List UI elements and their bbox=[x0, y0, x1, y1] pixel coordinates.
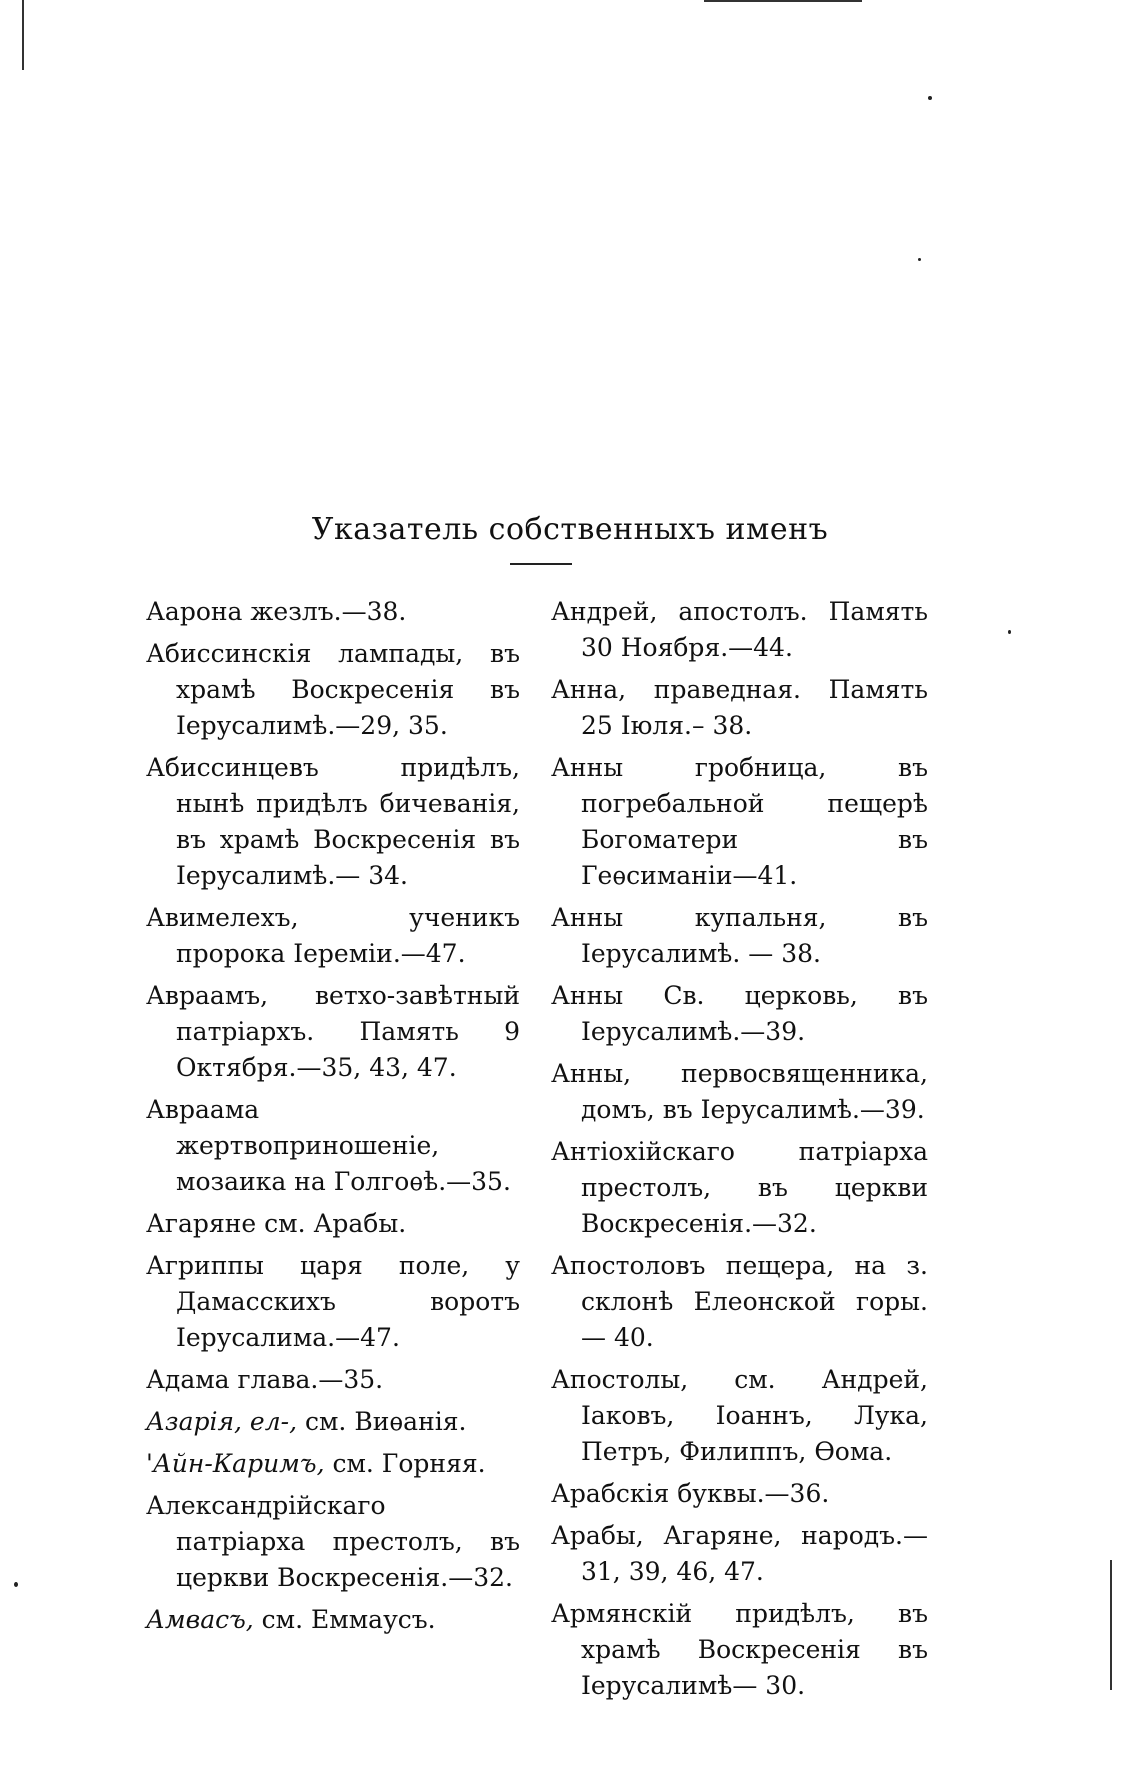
index-entry-head: Авраама жертвоприношеніе, мозаика на Голгоѳѣ.—35. bbox=[146, 1095, 511, 1196]
index-entry-head: Апостолы, см. Андрей, Іаковъ, Іоаннъ, Лука, Петръ, Филиппъ, Ѳома. bbox=[551, 1365, 928, 1466]
index-entry-head: Агаряне см. Арабы. bbox=[146, 1209, 407, 1238]
index-entry-head: Александрійскаго патріарха престолъ, въ церкви Воскресенія.—32. bbox=[146, 1491, 520, 1592]
index-entry bbox=[551, 1362, 928, 1470]
index-entry-head: Аарона жезлъ.—38. bbox=[146, 597, 407, 626]
index-entry-head: Арабскія буквы.—36. bbox=[551, 1479, 830, 1508]
index-entry-head: Абиссинскія лампады, въ храмѣ Воскресенія въ Іерусалимѣ.—29, 35. bbox=[146, 639, 520, 740]
index-entry bbox=[146, 1602, 520, 1638]
index-entry-head: 'Айн-Каримъ, bbox=[146, 1449, 325, 1478]
index-entry bbox=[551, 1476, 928, 1512]
index-entry bbox=[146, 594, 520, 630]
index-entry bbox=[146, 1446, 520, 1482]
index-entry-head: Анны гробница, въ погребальной пещерѣ Богоматери въ Геѳсиманіи—41. bbox=[551, 753, 928, 890]
index-entry bbox=[146, 1092, 520, 1200]
index-entry-head: Арабы, Агаряне, народъ.— 31, 39, 46, 47. bbox=[551, 1521, 928, 1586]
index-entry-head: Антіохійскаго патріарха престолъ, въ церкви Воскресенія.—32. bbox=[551, 1137, 928, 1238]
index-entry bbox=[551, 900, 928, 972]
scan-speck bbox=[928, 96, 932, 100]
scan-edge-line-top bbox=[704, 0, 862, 2]
scan-speck bbox=[14, 1582, 18, 1587]
index-entry-head: Анны Св. церковь, въ Іерусалимѣ.—39. bbox=[551, 981, 928, 1046]
index-entry bbox=[551, 1056, 928, 1128]
index-entry-ref: см. Еммаусъ. bbox=[253, 1605, 436, 1634]
index-entry-head: Анны купальня, въ Іерусалимѣ. — 38. bbox=[551, 903, 928, 968]
index-entry bbox=[551, 978, 928, 1050]
index-entry bbox=[146, 1362, 520, 1398]
index-column-left bbox=[146, 594, 520, 1644]
index-entry bbox=[146, 1206, 520, 1242]
index-entry bbox=[146, 1248, 520, 1356]
index-entry-head: Авимелехъ, ученикъ пророка Іереміи.—47. bbox=[146, 903, 520, 968]
index-entry-head: Абиссинцевъ придѣлъ, нынѣ придѣлъ бичеванія, въ храмѣ Воскресенія въ Іерусалимѣ.— 34. bbox=[146, 753, 520, 890]
scan-speck bbox=[918, 258, 921, 261]
index-entry-head: Амвасъ, bbox=[146, 1605, 254, 1634]
index-entry bbox=[146, 900, 520, 972]
index-entry-ref: см. Виѳанія. bbox=[297, 1407, 467, 1436]
index-entry bbox=[551, 750, 928, 894]
index-column-right bbox=[551, 594, 928, 1710]
index-entry-head: Авраамъ, ветхо-завѣтный патріархъ. Память 9 Октября.—35, 43, 47. bbox=[146, 981, 520, 1082]
index-entry bbox=[146, 636, 520, 744]
page-title: Указатель собственныхъ именъ bbox=[311, 512, 829, 548]
scan-edge-line-left bbox=[22, 0, 24, 70]
index-entry-head: Апостоловъ пещера, на з. склонѣ Елеонской горы. — 40. bbox=[551, 1251, 928, 1352]
index-entry bbox=[146, 750, 520, 894]
scan-speck bbox=[1008, 630, 1011, 634]
title-divider bbox=[510, 563, 572, 565]
index-entry bbox=[146, 1404, 520, 1440]
index-entry-head: Анна, праведная. Память 25 Іюля.– 38. bbox=[551, 675, 928, 740]
index-entry bbox=[146, 978, 520, 1086]
index-entry bbox=[146, 1488, 520, 1596]
index-entry-head: Агриппы царя поле, у Дамасскихъ воротъ Іерусалима.—47. bbox=[146, 1251, 520, 1352]
index-entry bbox=[551, 672, 928, 744]
index-entry-head: Азарія, ел-, bbox=[146, 1407, 298, 1436]
index-entry bbox=[551, 1596, 928, 1704]
index-entry bbox=[551, 1248, 928, 1356]
index-entry-head: Армянскій придѣлъ, въ храмѣ Воскресенія въ Іерусалимѣ— 30. bbox=[551, 1599, 928, 1700]
index-entry bbox=[551, 1134, 928, 1242]
index-entry-head: Анны, первосвященника, домъ, въ Іерусалимѣ.—39. bbox=[551, 1059, 928, 1124]
index-entry-ref: см. Горняя. bbox=[324, 1449, 486, 1478]
index-entry-head: Адама глава.—35. bbox=[146, 1365, 384, 1394]
index-entry-head: Андрей, апостолъ. Память 30 Ноября.—44. bbox=[551, 597, 928, 662]
index-entry bbox=[551, 594, 928, 666]
scan-edge-line-right bbox=[1110, 1560, 1112, 1690]
index-entry bbox=[551, 1518, 928, 1590]
